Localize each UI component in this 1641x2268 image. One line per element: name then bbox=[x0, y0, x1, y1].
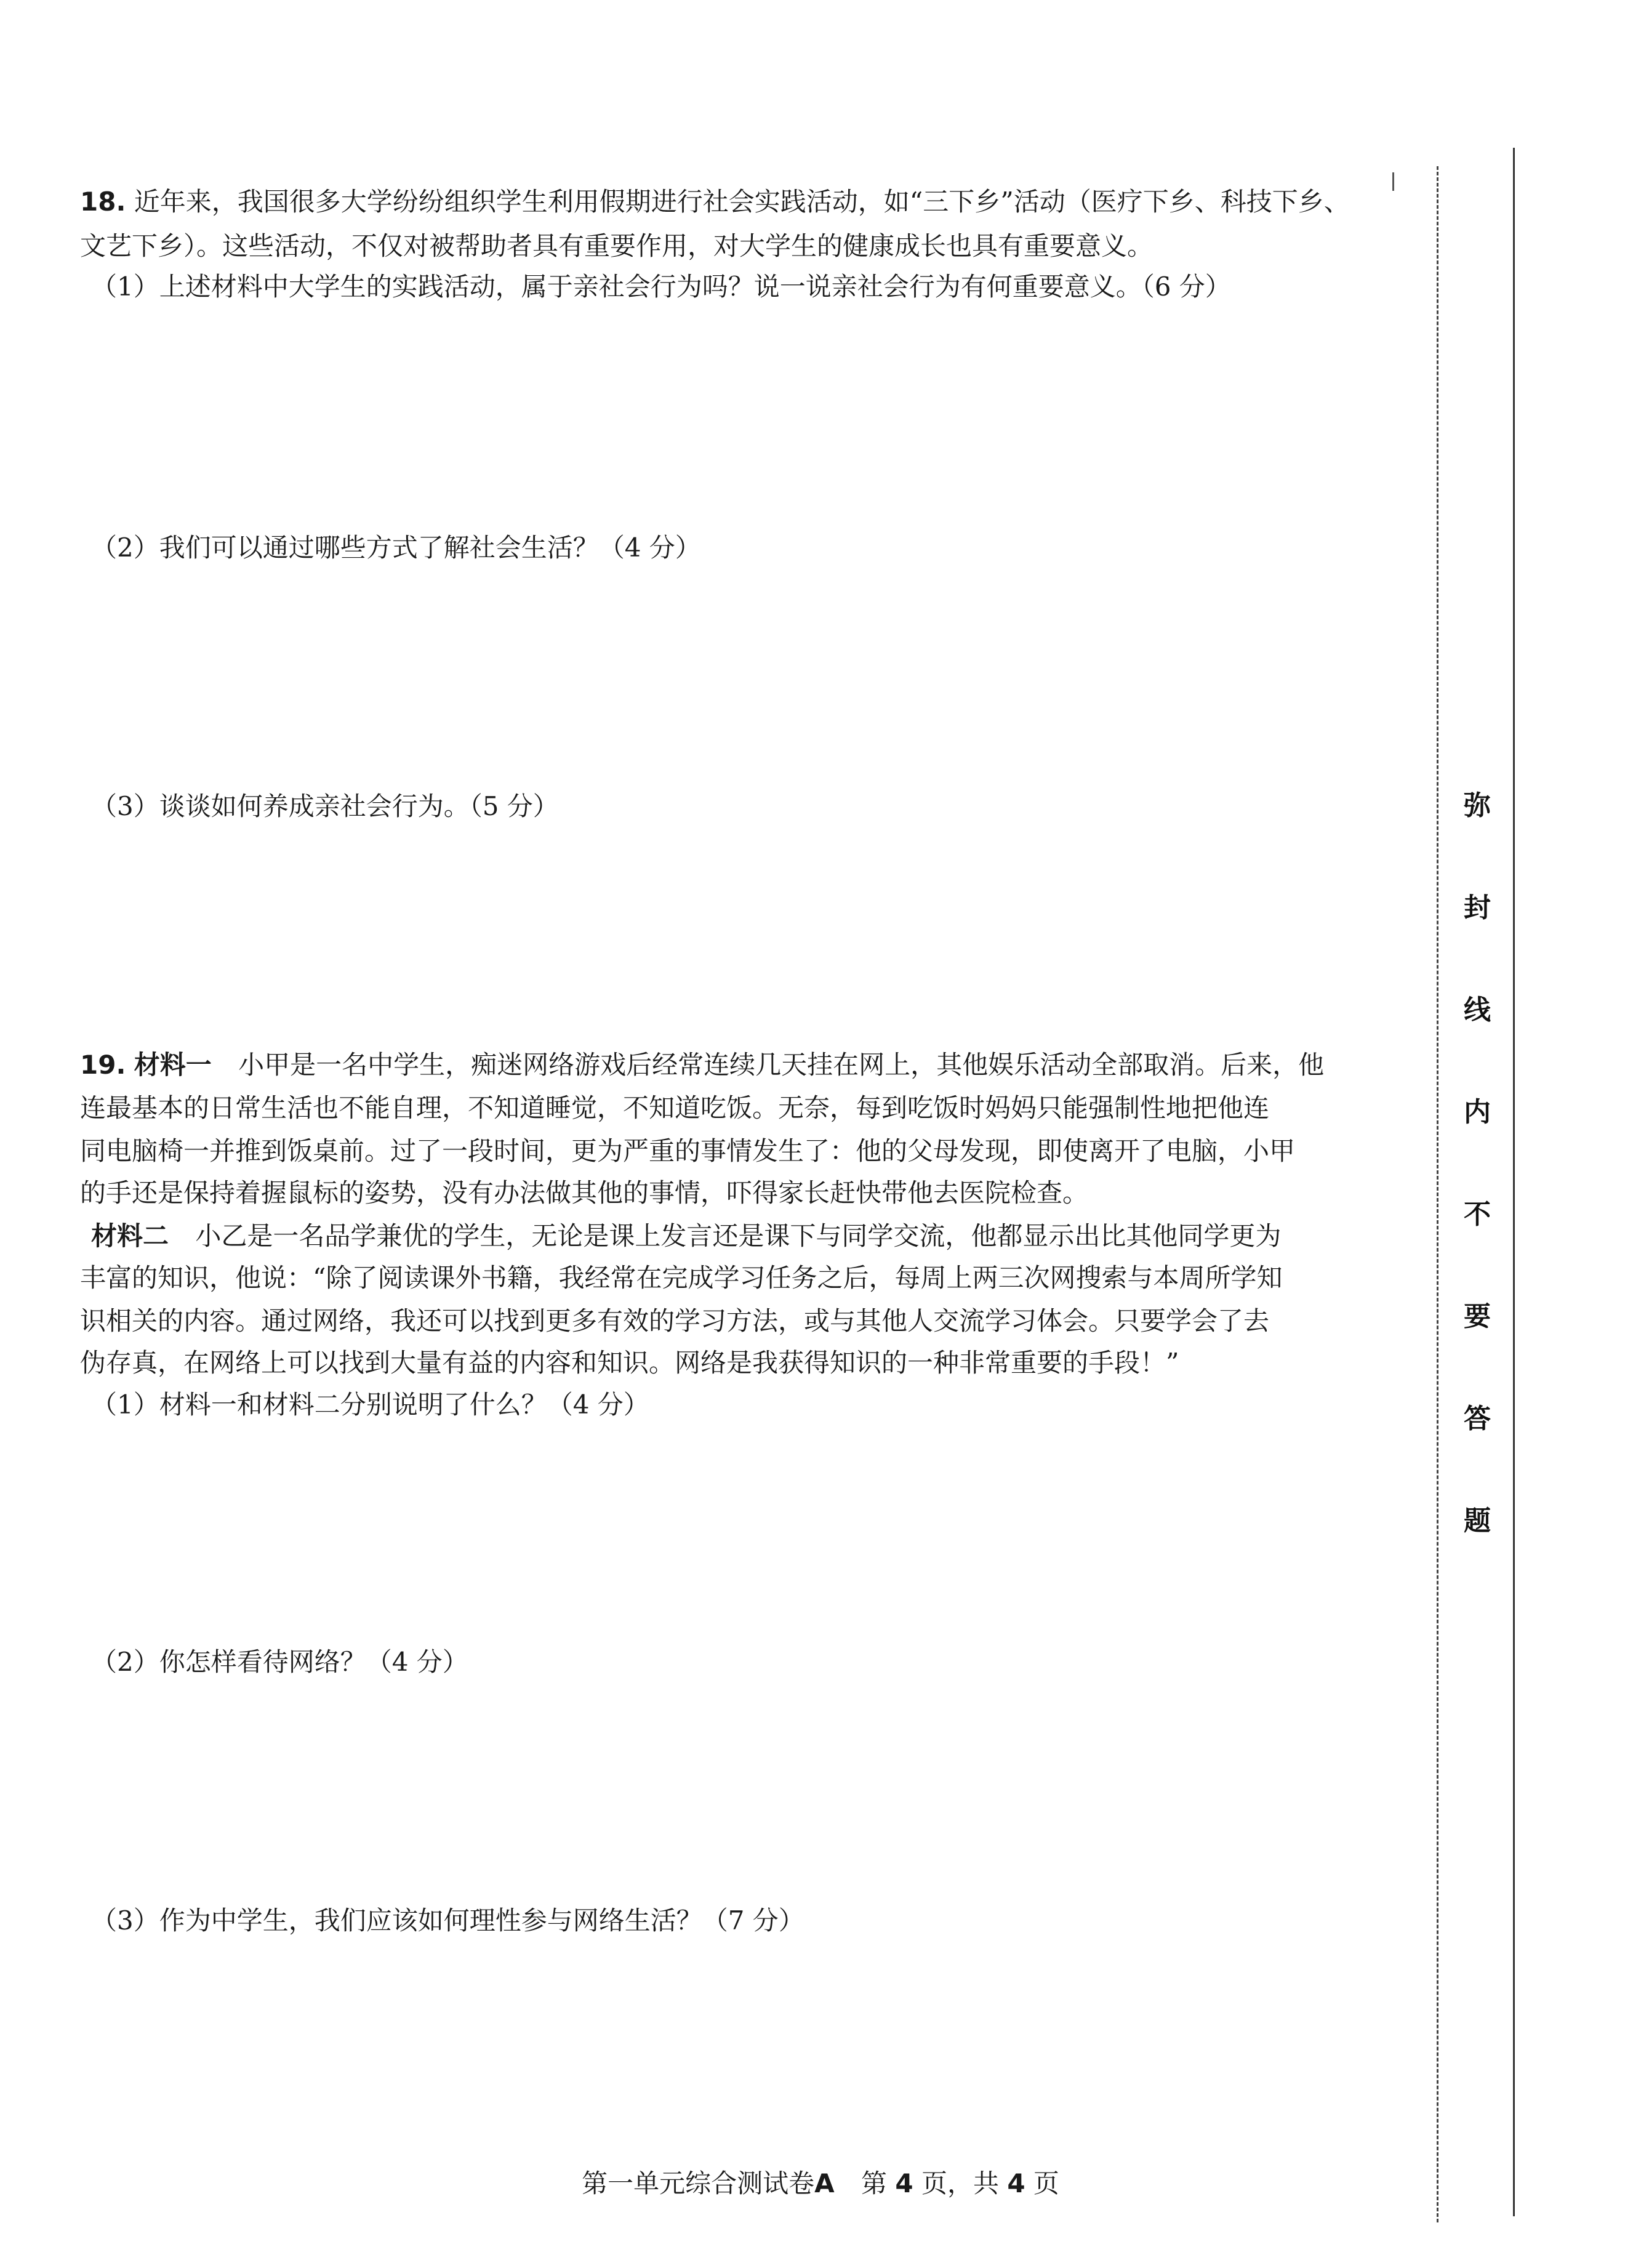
footer-unit-title: 第一单元综合测试卷 bbox=[582, 2168, 815, 2198]
footer-page-number: 4 bbox=[895, 2168, 913, 2198]
q19-material2-line4: 伪存真，在网络上可以找到大量有益的内容和知识。网络是我获得知识的一种非常重要的手段！” bbox=[80, 1348, 1179, 1378]
margin-char-5: 不 bbox=[1464, 1199, 1491, 1230]
margin-char-6: 要 bbox=[1464, 1301, 1491, 1332]
q19-number: 19. bbox=[80, 1050, 126, 1080]
q19-material1-text1: 小甲是一名中学生，痴迷网络游戏后经常连续几天挂在网上，其他娱乐活动全部取消。后来，他 bbox=[238, 1050, 1325, 1080]
q19-material2-text1: 小乙是一名品学兼优的学生，无论是课上发言还是课下与同学交流，他都显示出比其他同学更为 bbox=[195, 1221, 1282, 1251]
q19-sub1: （1）材料一和材料二分别说明了什么？（4 分） bbox=[91, 1389, 649, 1420]
seal-dashed-line bbox=[1437, 166, 1438, 2222]
footer-page-total: 4 bbox=[1007, 2168, 1025, 2198]
margin-char-8: 题 bbox=[1464, 1505, 1491, 1537]
margin-char-2: 封 bbox=[1464, 892, 1491, 923]
q19-material1-line2: 连最基本的日常生活也不能自理，不知道睡觉，不知道吃饭。无奈，每到吃饭时妈妈只能强制性地把他连 bbox=[80, 1093, 1270, 1123]
q18-sub3: （3）谈谈如何养成亲社会行为。（5 分） bbox=[91, 791, 559, 821]
page-footer bbox=[0, 2163, 1641, 2200]
footer-page-suffix: 页 bbox=[1033, 2168, 1059, 2198]
q19-material2-line1 bbox=[91, 1219, 1281, 1253]
margin-char-7: 答 bbox=[1464, 1403, 1491, 1434]
q18-stem-line1 bbox=[80, 185, 1350, 219]
q19-sub2: （2）你怎样看待网络？（4 分） bbox=[91, 1647, 468, 1677]
margin-solid-line bbox=[1513, 148, 1515, 2216]
q19-material1-line4: 的手还是保持着握鼠标的姿势，没有办法做其他的事情，吓得家长赶快带他去医院检查。 bbox=[80, 1178, 1089, 1208]
q18-stem-line2: 文艺下乡）。这些活动，不仅对被帮助者具有重要作用，对大学生的健康成长也具有重要意义。 bbox=[80, 231, 1154, 261]
q18-sub1: （1）上述材料中大学生的实践活动，属于亲社会行为吗？说一说亲社会行为有何重要意义。（6 分） bbox=[91, 271, 1231, 302]
q19-material2-line3: 识相关的内容。通过网络，我还可以找到更多有效的学习方法，或与其他人交流学习体会。只要学会了去 bbox=[80, 1306, 1270, 1336]
margin-tick-mark bbox=[1392, 172, 1394, 191]
q19-material2-label: 材料二 bbox=[91, 1221, 169, 1251]
q18-stem-text1: 近年来，我国很多大学纷纷组织学生利用假期进行社会实践活动，如“三下乡”活动（医疗下乡、科技下乡、 bbox=[134, 187, 1350, 217]
q18-number: 18. bbox=[80, 187, 126, 217]
q18-sub2: （2）我们可以通过哪些方式了解社会生活？（4 分） bbox=[91, 533, 701, 563]
footer-page-mid: 页，共 bbox=[921, 2168, 999, 2198]
q19-material1-line1 bbox=[80, 1048, 1324, 1082]
q19-sub3: （3）作为中学生，我们应该如何理性参与网络生活？（7 分） bbox=[91, 1905, 804, 1936]
margin-char-1: 弥 bbox=[1464, 790, 1491, 821]
footer-paper-letter: A bbox=[814, 2168, 835, 2198]
q19-material1-line3: 同电脑椅一并推到饭桌前。过了一段时间，更为严重的事情发生了：他的父母发现，即使离开了电脑，小甲 bbox=[80, 1136, 1296, 1166]
margin-char-4: 内 bbox=[1464, 1096, 1491, 1128]
q19-material1-label: 材料一 bbox=[134, 1050, 212, 1080]
q19-material2-line2: 丰富的知识，他说：“除了阅读课外书籍，我经常在完成学习任务之后，每周上两三次网搜索与本周所学知 bbox=[80, 1263, 1283, 1293]
footer-page-prefix: 第 bbox=[861, 2168, 887, 2198]
margin-char-3: 线 bbox=[1464, 994, 1491, 1026]
